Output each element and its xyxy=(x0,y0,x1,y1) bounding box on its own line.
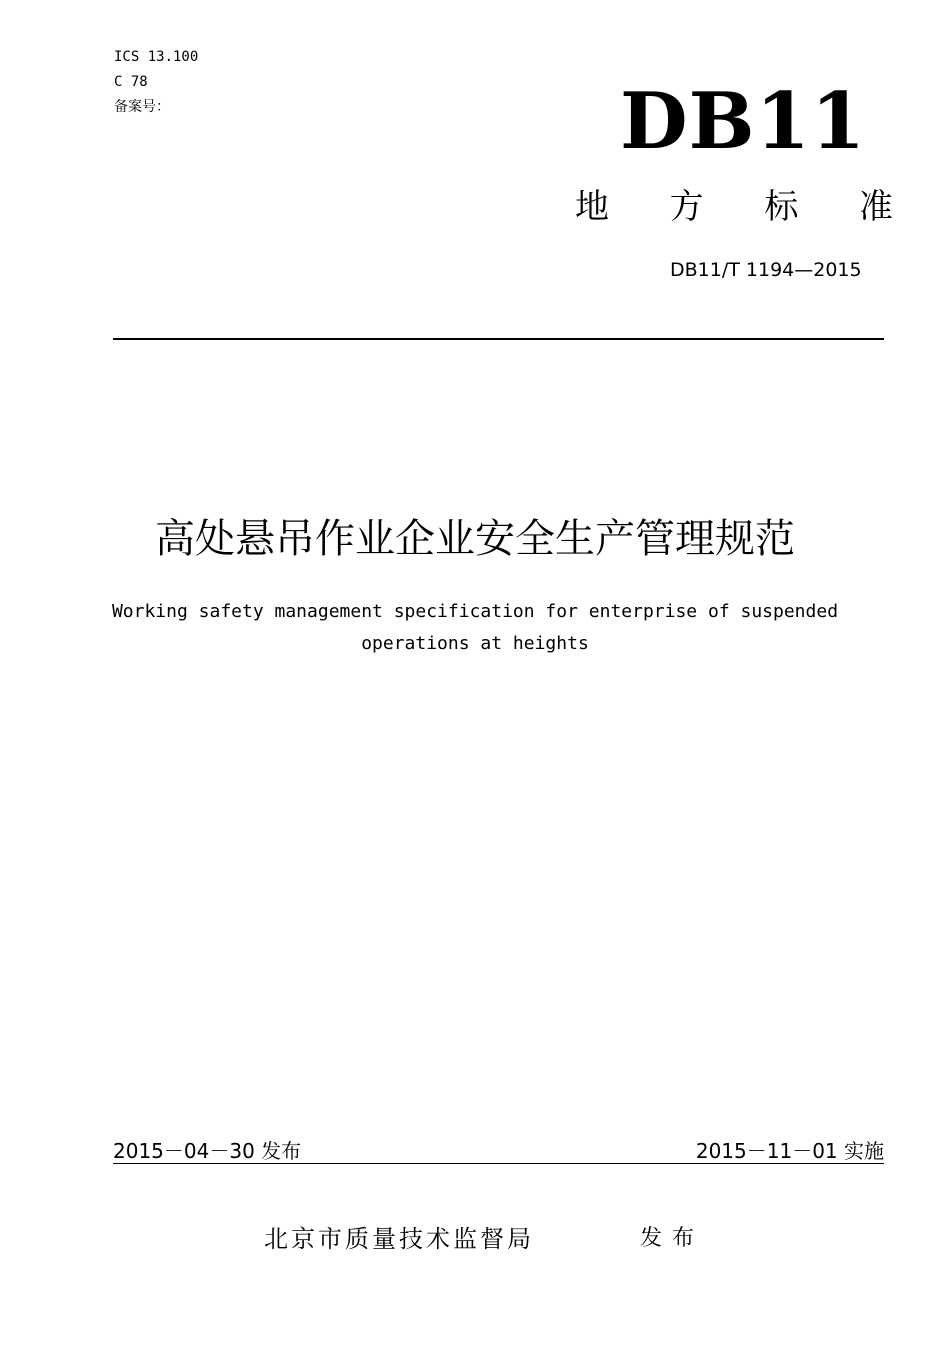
implementation-date: 2015－11－01 实施 xyxy=(695,1139,884,1163)
db11-logo: DB11 xyxy=(620,76,867,167)
document-title-english-line-1: Working safety management specification for enterprise of suspended xyxy=(111,601,839,622)
document-title-chinese: 高处悬吊作业企业安全生产管理规范 xyxy=(155,516,795,562)
standard-kind-char: 方 xyxy=(669,187,704,227)
issue-action: 发布 xyxy=(640,1226,705,1251)
standard-number: DB11/T 1194—2015 xyxy=(670,259,862,281)
footer-divider xyxy=(113,1163,884,1164)
standard-kind-char: 准 xyxy=(858,187,893,227)
filing-number-label: 备案号： xyxy=(114,99,170,115)
issuing-authority: 北京市质量技术监督局 xyxy=(264,1225,534,1253)
ics-code: ICS 13.100 xyxy=(114,49,199,65)
header-divider xyxy=(113,338,884,340)
document-title-english-line-2: operations at heights xyxy=(361,633,589,654)
clc-code: C 78 xyxy=(114,74,148,90)
standard-kind xyxy=(575,187,893,227)
issue-date: 2015－04－30 发布 xyxy=(113,1139,302,1163)
standard-kind-char: 标 xyxy=(764,187,799,227)
standard-kind-char: 地 xyxy=(575,187,609,227)
